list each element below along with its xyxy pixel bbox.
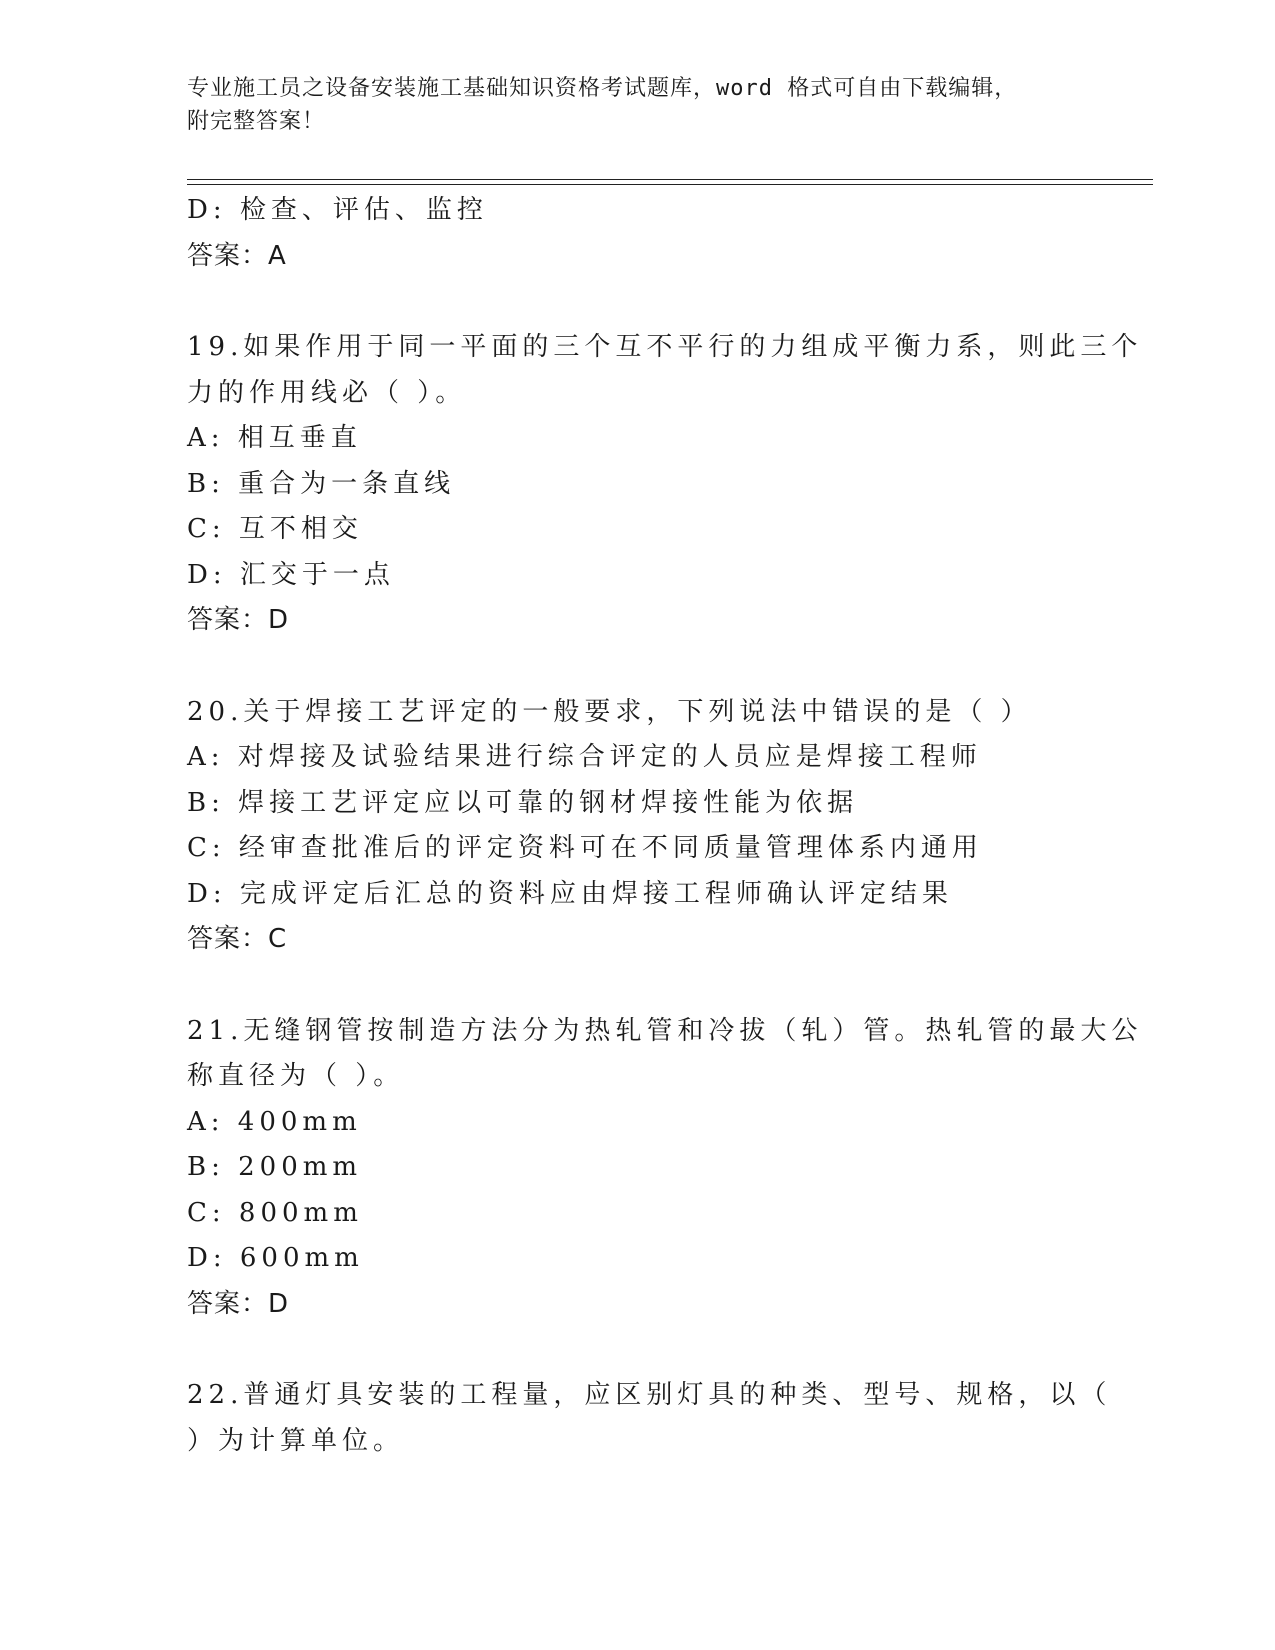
option-d: D: 汇交于一点 — [187, 559, 395, 590]
question-22 — [187, 1373, 1112, 1464]
option-c: C: 800mm — [187, 1197, 363, 1228]
question-text-cont: 力的作用线必（ ）。 — [187, 377, 467, 408]
header-divider-bottom — [187, 184, 1153, 185]
question-text: 21.无缝钢管按制造方法分为热轧管和冷拔（轧）管。热轧管的最大公 — [187, 1015, 1143, 1046]
answer-line: 答案：C — [187, 924, 288, 954]
question-text: 22.普通灯具安装的工程量，应区别灯具的种类、型号、规格，以（ — [187, 1380, 1112, 1410]
question-text-cont: 称直径为（ ）。 — [187, 1061, 405, 1091]
question-text: 20.关于焊接工艺评定的一般要求，下列说法中错误的是（ ） — [187, 696, 1032, 727]
document-header — [187, 72, 1087, 138]
header-line-1: 专业施工员之设备安装施工基础知识资格考试题库，word 格式可自由下载编辑， — [187, 76, 1018, 101]
question-20 — [187, 690, 1087, 963]
option-a: A: 400mm — [187, 1106, 362, 1137]
option-c: C: 经审查批准后的评定资料可在不同质量管理体系内通用 — [187, 833, 983, 863]
question-21 — [187, 1009, 1143, 1328]
option-d: D: 600mm — [187, 1243, 364, 1273]
option-a: A: 相互垂直 — [187, 423, 362, 453]
option-b: B: 重合为一条直线 — [187, 468, 456, 499]
question-text-cont: ）为计算单位。 — [187, 1425, 405, 1456]
option-d: D: 检查、评估、监控 — [187, 195, 488, 225]
header-line-2: 附完整答案！ — [187, 109, 326, 134]
answer-line: 答案：A — [187, 240, 287, 271]
answer-line: 答案：D — [187, 605, 290, 635]
option-a: A: 对焊接及试验结果进行综合评定的人员应是焊接工程师 — [187, 742, 982, 772]
prev-question-tail — [187, 188, 1087, 279]
option-b: B: 200mm — [187, 1152, 363, 1182]
option-d: D: 完成评定后汇总的资料应由焊接工程师确认评定结果 — [187, 878, 953, 909]
answer-line: 答案：D — [187, 1288, 290, 1319]
option-b: B: 焊接工艺评定应以可靠的钢材焊接性能为依据 — [187, 787, 859, 818]
question-text: 19.如果作用于同一平面的三个互不平行的力组成平衡力系，则此三个 — [187, 332, 1143, 362]
question-19 — [187, 325, 1143, 644]
option-c: C: 互不相交 — [187, 514, 363, 544]
header-divider-top — [187, 179, 1153, 180]
question-list — [187, 188, 1143, 1464]
